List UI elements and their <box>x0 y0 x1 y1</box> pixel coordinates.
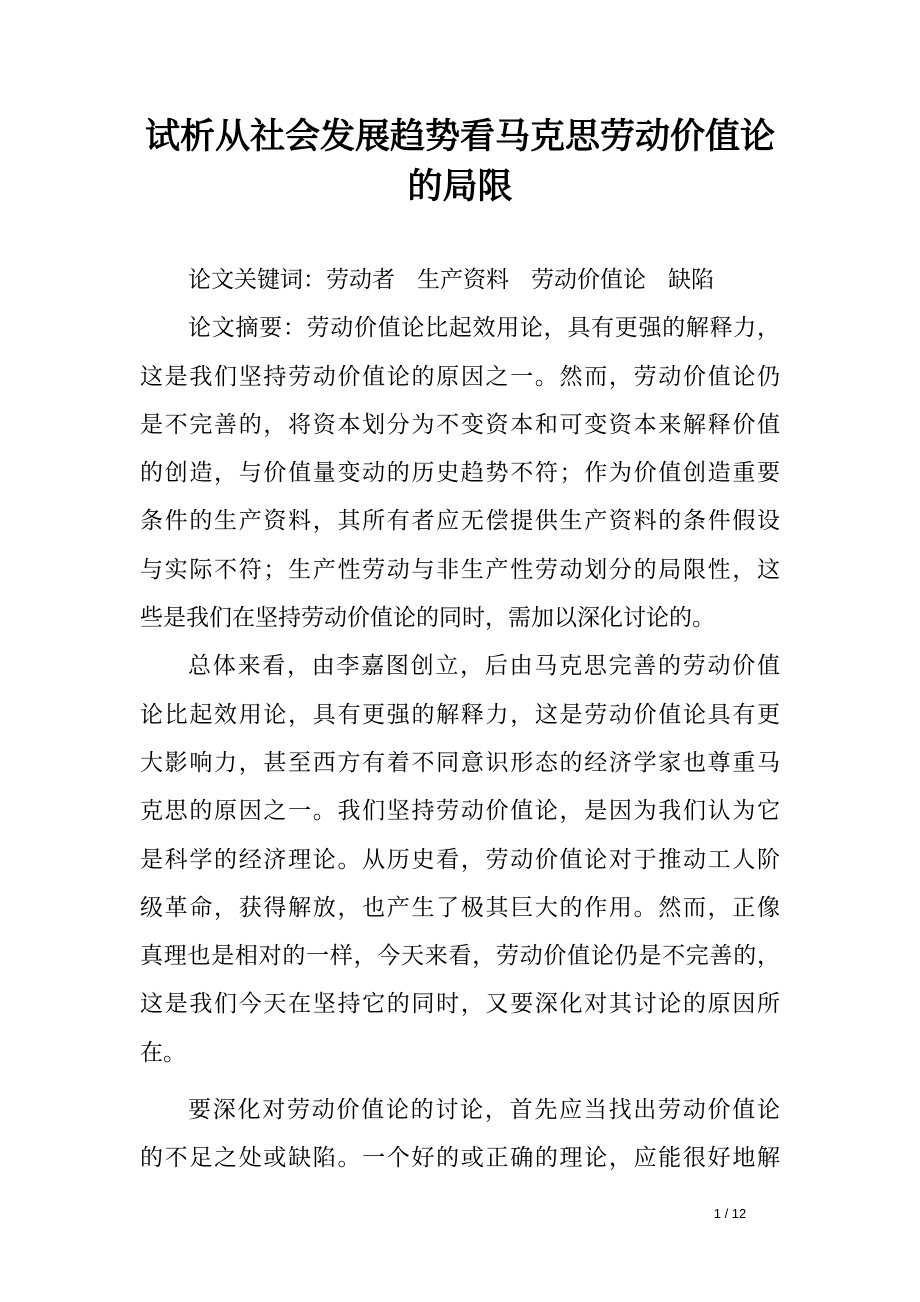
document-body <box>140 256 780 1183</box>
title-line-1: 试析从社会发展趋势看马克思劳动价值论 <box>144 116 775 157</box>
text-line: 是科学的经济理论。从历史看，劳动价值论对于推动工人阶 <box>140 846 780 873</box>
abstract-paragraph <box>140 304 780 642</box>
text-line: 克思的原因之一。我们坚持劳动价值论，是因为我们认为它 <box>140 798 780 825</box>
text-line: 大影响力，甚至西方有着不同意识形态的经济学家也尊重马 <box>140 749 780 776</box>
text-line: 这是我们今天在坚持它的同时，又要深化对其讨论的原因所 <box>140 991 780 1018</box>
text-line: 真理也是相对的一样，今天来看，劳动价值论仍是不完善的， <box>140 943 780 970</box>
title-line-2: 的局限 <box>407 166 513 207</box>
keyword: 劳动价值论 <box>531 267 646 293</box>
text-line: 与实际不符；生产性劳动与非生产性劳动划分的局限性，这 <box>140 556 780 583</box>
paragraph-gap <box>140 1077 780 1086</box>
text-line: 是不完善的，将资本划分为不变资本和可变资本来解释价值 <box>140 411 780 438</box>
keyword: 劳动者 <box>326 267 395 293</box>
keywords-label: 论文关键词： <box>188 267 326 293</box>
text-line: 这是我们坚持劳动价值论的原因之一。然而，劳动价值论仍 <box>140 363 780 390</box>
text-line: 论比起效用论，具有更强的解释力，这是劳动价值论具有更 <box>140 701 780 728</box>
text-line: 在。 <box>140 1039 186 1066</box>
text-line: 要深化对劳动价值论的讨论，首先应当找出劳动价值论 <box>188 1097 780 1124</box>
keyword: 缺陷 <box>668 267 714 293</box>
body-paragraph <box>140 1086 780 1183</box>
page-number: 1 / 12 <box>713 1206 747 1221</box>
text-line: 级革命，获得解放，也产生了极其巨大的作用。然而，正像 <box>140 894 780 921</box>
text-line: 论文摘要：劳动价值论比起效用论，具有更强的解释力， <box>188 315 780 342</box>
text-line: 的不足之处或缺陷。一个好的或正确的理论，应能很好地解 <box>140 1145 780 1172</box>
text-line: 总体来看，由李嘉图创立，后由马克思完善的劳动价值 <box>188 653 780 680</box>
text-line: 的创造，与价值量变动的历史趋势不符；作为价值创造重要 <box>140 460 780 487</box>
body-paragraph <box>140 642 780 1077</box>
document-title <box>140 112 780 212</box>
text-line: 条件的生产资料，其所有者应无偿提供生产资料的条件假设 <box>140 508 780 535</box>
keyword: 生产资料 <box>417 267 509 293</box>
keywords-line <box>140 256 780 304</box>
text-line: 些是我们在坚持劳动价值论的同时，需加以深化讨论的。 <box>140 605 715 632</box>
